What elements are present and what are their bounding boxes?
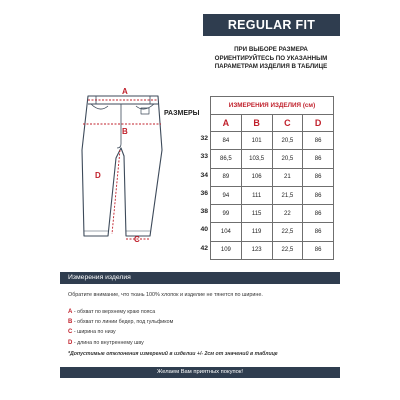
table-cell: 20,5 (272, 150, 303, 168)
label-d: D (95, 171, 101, 180)
measurement-legend (68, 307, 336, 348)
column-header-c: C (272, 115, 303, 132)
hint-line: ПРИ ВЫБОРЕ РАЗМЕРА (234, 46, 308, 53)
table-cell: 21 (272, 168, 303, 186)
table-cell: 106 (241, 168, 272, 186)
table-cell: 123 (241, 241, 272, 259)
legend-letter: D (68, 339, 73, 346)
label-b: B (122, 127, 128, 136)
legend-letter: B (68, 319, 73, 326)
table-row (211, 132, 334, 150)
table-cell: 21,5 (272, 186, 303, 204)
table-cell: 115 (241, 205, 272, 223)
section-title: Измерения изделия (68, 274, 131, 281)
table-cell: 84 (211, 132, 242, 150)
hint-line: ПАРАМЕТРАМ ИЗДЕЛИЯ В ТАБЛИЦЕ (214, 63, 328, 71)
table-cell: 86 (303, 241, 334, 259)
table-row (211, 241, 334, 259)
size-label: 36 (200, 189, 208, 197)
footer-text: Желаем Вам приятных покупок! (156, 369, 244, 375)
label-c: C (134, 235, 140, 244)
fit-banner (203, 14, 340, 36)
size-hint (205, 46, 337, 72)
legend-letter: C (68, 329, 73, 336)
table-cell: 20,5 (272, 132, 303, 150)
column-header-a: A (211, 115, 242, 132)
table-cell: 109 (211, 241, 242, 259)
measurements-table (210, 96, 334, 260)
size-label: 32 (200, 135, 208, 142)
table-cell: 22,5 (272, 241, 303, 259)
sizes-column (190, 130, 208, 258)
sizes-header: РАЗМЕРЫ (164, 110, 200, 117)
table-cell: 104 (211, 223, 242, 241)
table-cell: 86 (303, 168, 334, 186)
table-cell: 89 (211, 168, 242, 186)
table-cell: 94 (211, 186, 242, 204)
fit-title: REGULAR FIT (227, 18, 316, 32)
legend-item (68, 317, 336, 327)
table-cell: 86 (303, 223, 334, 241)
legend-text: - ширина по низу (73, 329, 116, 336)
jeans-outline (82, 96, 162, 236)
table-row (211, 186, 334, 204)
size-label: 34 (200, 171, 208, 179)
size-label: 42 (200, 244, 208, 252)
table-row (211, 223, 334, 241)
table-cell: 101 (241, 132, 272, 150)
section-header (60, 272, 340, 284)
size-label: 40 (200, 226, 208, 234)
legend-text: - обхват по линии бедер, под гульфиком (73, 319, 174, 326)
fabric-note: Обратите внимание, что ткань 100% хлопок и изделие не тянется по ширине. (68, 292, 263, 298)
table-cell: 119 (241, 223, 272, 241)
legend-text: - обхват по верхнему краю пояса (73, 309, 156, 315)
table-cell: 86 (303, 186, 334, 204)
column-header-b: B (241, 115, 272, 132)
table-cell: 22,5 (272, 223, 303, 241)
legend-item (68, 338, 336, 348)
column-header-d: D (303, 115, 334, 132)
tolerance-note: *Допустимые отклонения измерений в изделии +/- 2см от значений в таблице (68, 351, 278, 357)
legend-item (68, 327, 336, 337)
size-label: 38 (200, 208, 208, 216)
table-cell: 99 (211, 205, 242, 223)
legend-letter: A (68, 309, 73, 315)
footer-bar (60, 367, 340, 378)
table-row (211, 150, 334, 168)
label-a: A (122, 87, 128, 96)
table-cell: 86,5 (211, 150, 242, 168)
size-label: 33 (200, 153, 208, 161)
legend-item (68, 307, 336, 317)
measurements-header: ИЗМЕРЕНИЯ ИЗДЕЛИЯ (см) (211, 97, 334, 115)
table-cell: 22 (272, 205, 303, 223)
hint-line: ОРИЕНТИРУЙТЕСЬ ПО УКАЗАННЫМ (214, 54, 328, 62)
table-cell: 86 (303, 205, 334, 223)
table-cell: 111 (241, 186, 272, 204)
size-chart-page (60, 0, 340, 400)
table-row (211, 205, 334, 223)
table-cell: 86 (303, 150, 334, 168)
table-cell: 103,5 (241, 150, 272, 168)
table-cell: 86 (303, 132, 334, 150)
table-row (211, 168, 334, 186)
legend-text: - длина по внутреннему шву (73, 339, 144, 346)
